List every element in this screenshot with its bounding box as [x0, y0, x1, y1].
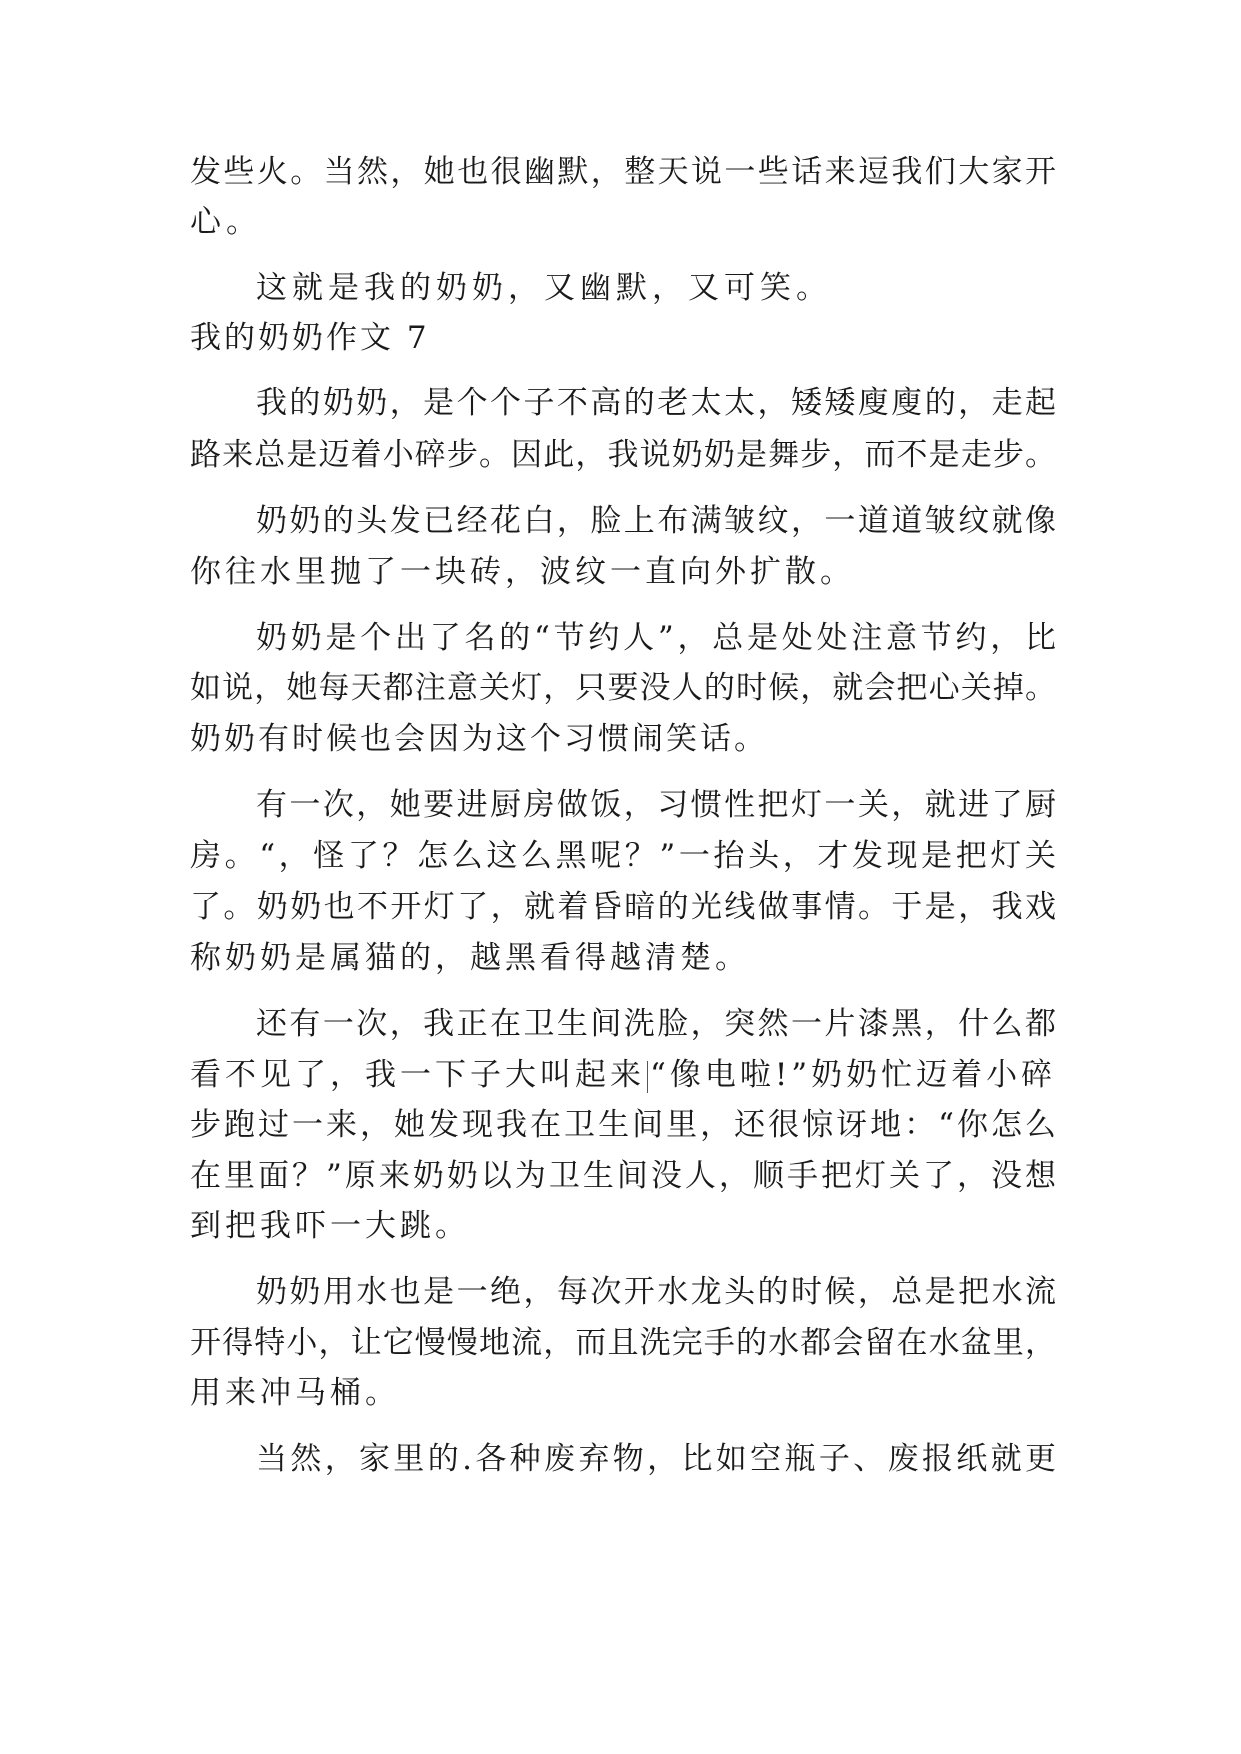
text-line: 如说，她每天都注意关灯，只要没人的时候，就会把心关掉。 [190, 670, 1056, 706]
text-line: 奶奶是个出了名的“节约人”，总是处处注意节约，比 [256, 620, 1056, 656]
text-line: 当然，家里的.各种废弃物，比如空瓶子、废报纸就更 [256, 1441, 1056, 1477]
text-line [190, 1055, 1056, 1095]
text-line: 房。“，怪了？怎么这么黑呢？”一抬头，才发现是把灯关 [190, 838, 1056, 874]
text-line: 心。 [190, 204, 262, 240]
text-line: 称奶奶是属猫的，越黑看得越清楚。 [190, 940, 750, 976]
section-heading: 我的奶奶作文 7 [190, 320, 430, 356]
text-line: 到把我吓一大跳。 [190, 1208, 470, 1244]
text-line: 路来总是迈着小碎步。因此，我说奶奶是舞步，而不是走步。 [190, 437, 1056, 473]
text-line: 发些火。当然，她也很幽默，整天说一些话来逗我们大家开 [190, 154, 1056, 190]
text-segment: “像电啦!”奶奶忙迈着小碎 [650, 1057, 1056, 1093]
text-line: 我的奶奶，是个个子不高的老太太，矮矮廋廋的，走起 [256, 385, 1056, 421]
text-line: 步跑过一来，她发现我在卫生间里，还很惊讶地：“你怎么 [190, 1107, 1056, 1143]
text-segment: 看不见了，我一下子大叫起来 [190, 1057, 645, 1093]
text-line: 开得特小，让它慢慢地流，而且洗完手的水都会留在水盆里， [190, 1325, 1056, 1361]
text-line: 这就是我的奶奶，又幽默，又可笑。 [256, 270, 832, 306]
text-line: 奶奶用水也是一绝，每次开水龙头的时候，总是把水流 [256, 1274, 1056, 1310]
text-line: 奶奶的头发已经花白，脸上布满皱纹，一道道皱纹就像 [256, 503, 1056, 539]
text-cursor [647, 1061, 648, 1093]
text-line: 还有一次，我正在卫生间洗脸，突然一片漆黑，什么都 [256, 1006, 1056, 1042]
text-line: 了。奶奶也不开灯了，就着昏暗的光线做事情。于是，我戏 [190, 889, 1056, 925]
text-line: 有一次，她要进厨房做饭，习惯性把灯一关，就进了厨 [256, 787, 1056, 823]
text-line: 用来冲马桶。 [190, 1375, 400, 1411]
text-line: 奶奶有时候也会因为这个习惯闹笑话。 [190, 721, 768, 757]
text-line: 你往水里抛了一块砖，波纹一直向外扩散。 [190, 554, 855, 590]
text-line: 在里面？”原来奶奶以为卫生间没人，顺手把灯关了，没想 [190, 1158, 1056, 1194]
